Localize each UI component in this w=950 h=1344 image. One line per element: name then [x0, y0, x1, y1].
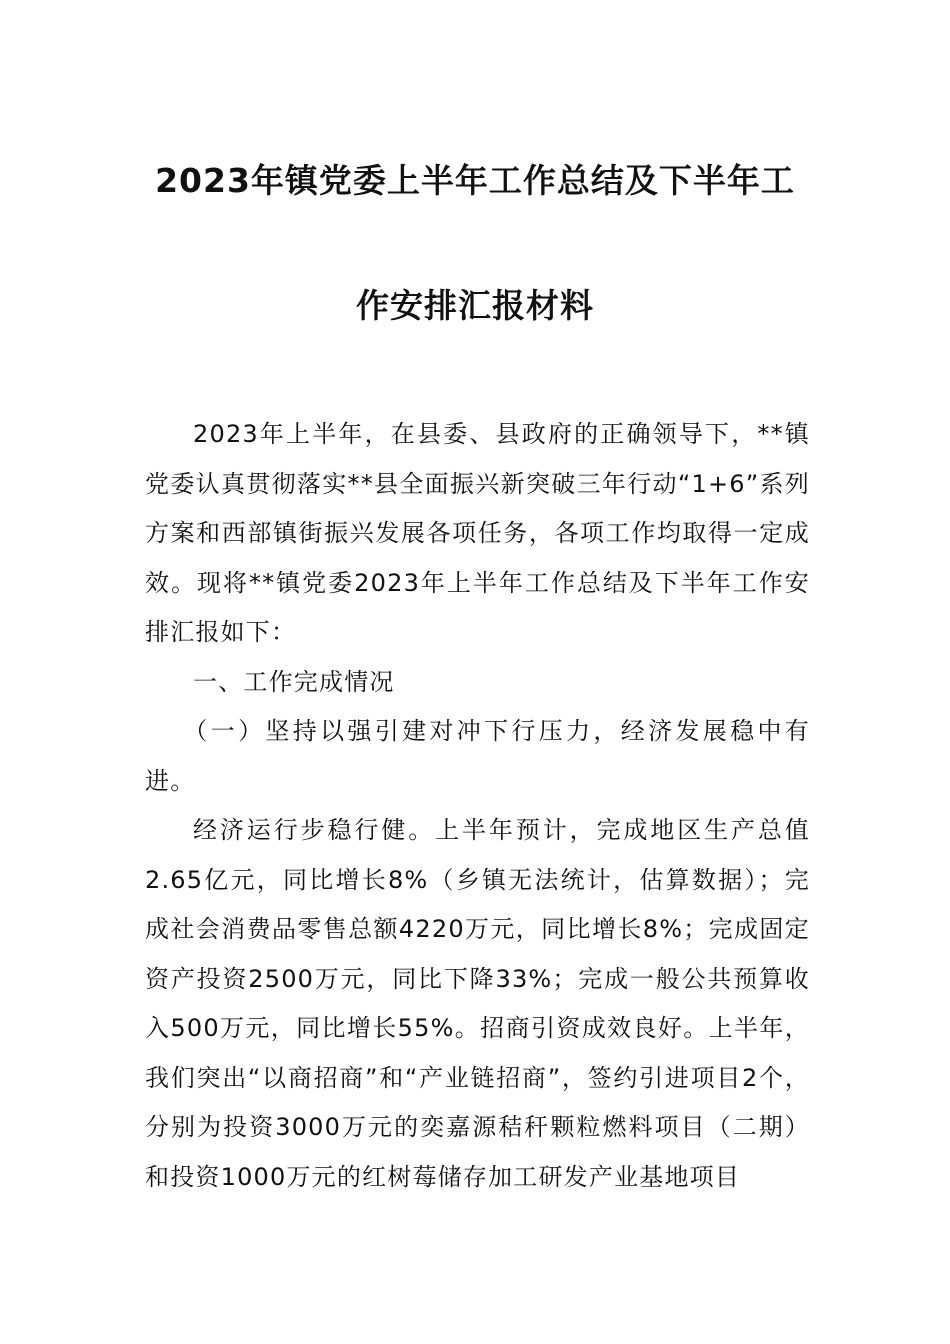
document-body — [145, 410, 810, 1202]
document-title-line-1: 2023年镇党委上半年工作总结及下半年工 — [155, 161, 795, 200]
intro-paragraph: 2023年上半年，在县委、县政府的正确领导下，**镇党委认真贯彻落实**县全面振兴新突破三年行动“1+6”系列方案和西部镇街振兴发展各项任务，各项工作均取得一定成效。现将**镇党委2023年上半年工作总结及下半年工作安排汇报如下： — [145, 420, 810, 646]
economy-paragraph: 经济运行步稳行健。上半年预计，完成地区生产总值2.65亿元，同比增长8%（乡镇无法统计，估算数据）；完成社会消费品零售总额4220万元，同比增长8%；完成固定资产投资2500万元，同比下降33%；完成一般公共预算收入500万元，同比增长55%。招商引资成效良好。上半年，我们突出“以商招商”和“产业链招商”，签约引进项目2个，分别为投资3000万元的奕嘉源秸秆颗粒燃料项目（二期）和投资1000万元的红树莓储存加工研发产业基地项目 — [145, 816, 810, 1191]
subsection-heading: （一）坚持以强引建对冲下行压力，经济发展稳中有进。 — [145, 717, 810, 795]
document-title-line-2: 作安排汇报材料 — [356, 286, 594, 325]
section-heading: 一、工作完成情况 — [193, 667, 395, 696]
